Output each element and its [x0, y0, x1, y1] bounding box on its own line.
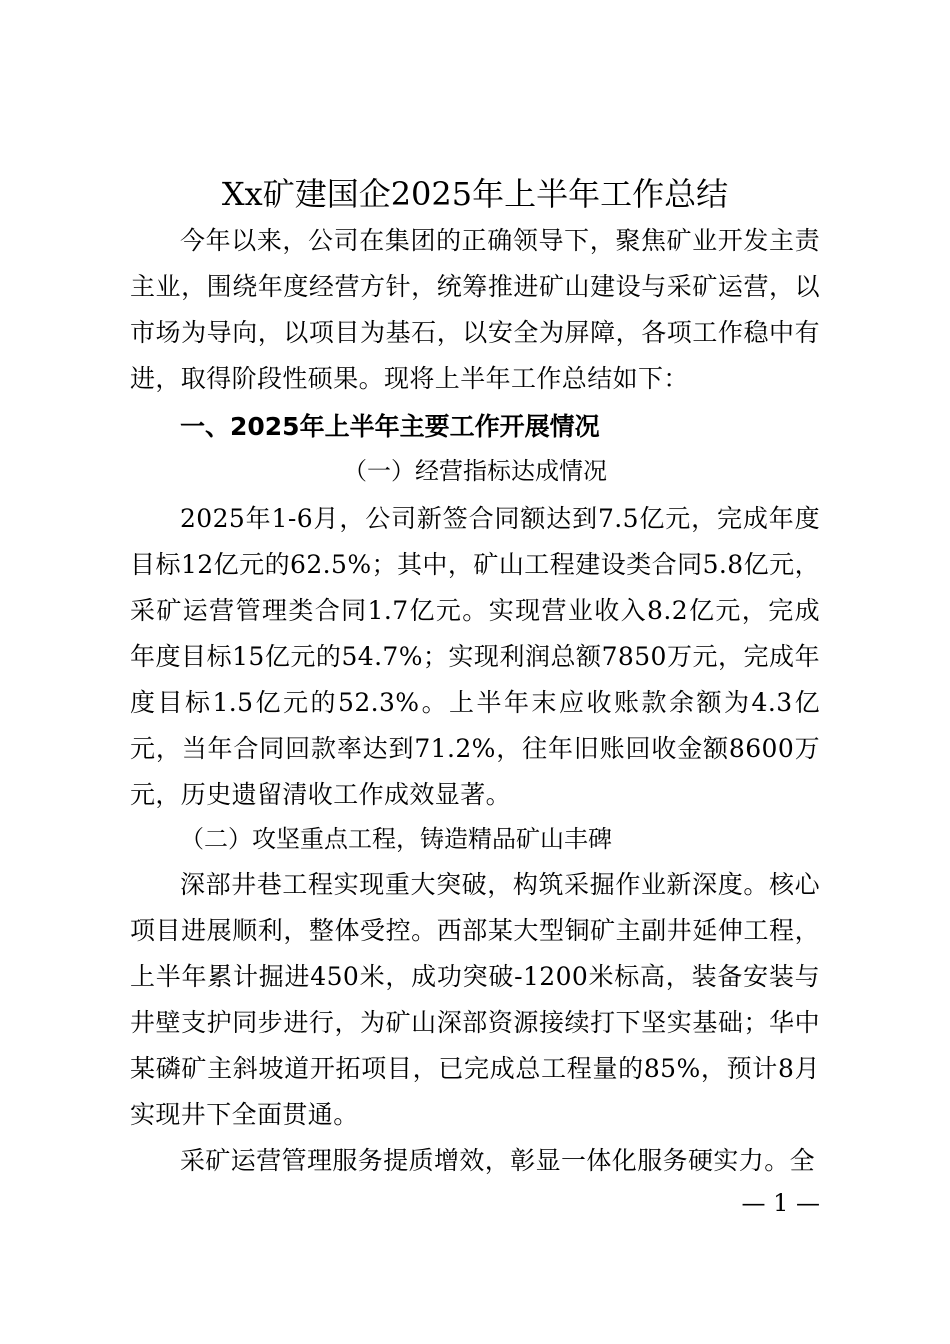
subsection-heading-1: （一）经营指标达成情况 [343, 457, 607, 485]
section-heading: 一、2025年上半年主要工作开展情况 [180, 412, 600, 441]
mining-operations-paragraph: 采矿运营管理服务提质增效，彰显一体化服务硬实力。全 [180, 1146, 816, 1175]
business-indicators-paragraph: 2025年1-6月，公司新签合同额达到7.5亿元，完成年度目标12亿元的62.5%；其中，矿山工程建设类合同5.8亿元，采矿运营管理类合同1.7亿元。实现营业收入8.2亿元，完成年度目标15亿元的54.7%；实现利润总额7850万元，完成年度目标1.5亿元的52.3%。上半年末应收账款余额为4.3亿元，当年合同回款率达到71.2%，往年旧账回收金额8600万元，历史遗留清收工作成效显著。 [130, 504, 820, 809]
page-number: — 1 — [741, 1189, 820, 1217]
key-projects-paragraph: 深部井巷工程实现重大突破，构筑采掘作业新深度。核心项目进展顺利，整体受控。西部某大型铜矿主副井延伸工程，上半年累计掘进450米，成功突破-1200米标高，装备安装与井壁支护同步进行，为矿山深部资源接续打下坚实基础；华中某磷矿主斜坡道开拓项目，已完成总工程量的85%，预计8月实现井下全面贯通。 [130, 870, 820, 1129]
subsection-heading-2: （二）攻坚重点工程，铸造精品矿山丰碑 [180, 825, 612, 853]
document-title: Xx矿建国企2025年上半年工作总结 [221, 175, 729, 213]
intro-paragraph: 今年以来，公司在集团的正确领导下，聚焦矿业开发主责主业，围绕年度经营方针，统筹推进矿山建设与采矿运营，以市场为导向，以项目为基石，以安全为屏障，各项工作稳中有进，取得阶段性硕果。现将上半年工作总结如下： [130, 226, 820, 393]
